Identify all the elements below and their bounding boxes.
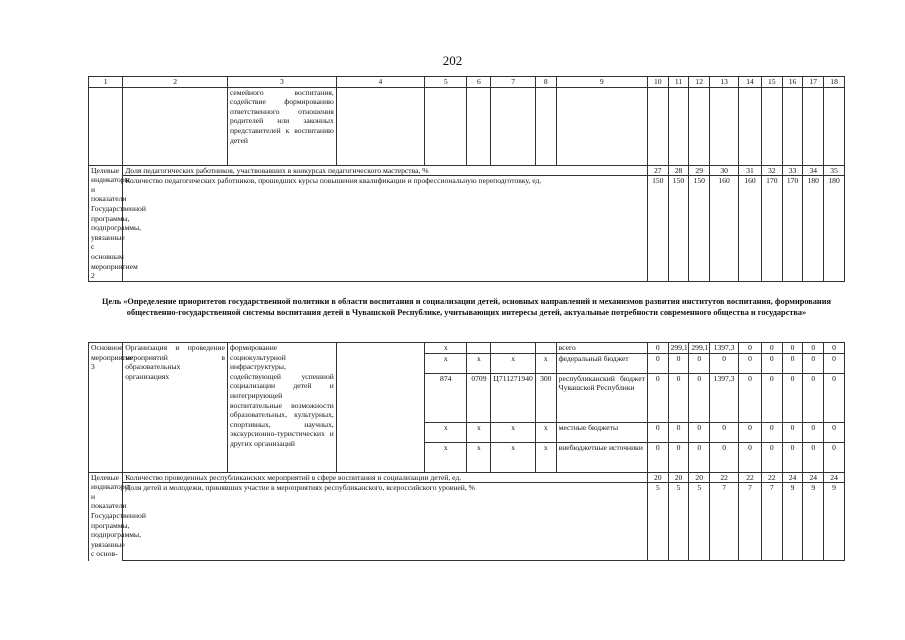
indicator-value: 24: [782, 472, 803, 483]
column-number-header: 12: [689, 77, 710, 88]
activity-result: формирование социокультурной инфраструктуры, содействующей успешной социализации детей и интегрирующей воспитательные возможности образовательных, культурных, спортивных, научных, экскурсионно-туристических и других организаций: [227, 343, 336, 473]
code-cell: x: [491, 422, 536, 442]
indicator-value: 33: [782, 165, 803, 176]
indicator-label: Целевые индикаторы и показатели Государственной программы, подпрограммы, увязанные с основ-: [89, 472, 123, 561]
page-number: 202: [442, 53, 463, 68]
indicator-value: 170: [782, 176, 803, 281]
source-cell: местные бюджеты: [556, 422, 647, 442]
amount-cell: 0: [689, 353, 710, 373]
indicator-value: 7: [761, 483, 782, 561]
code-cell: x: [491, 353, 536, 373]
amount-cell: 0: [824, 353, 845, 373]
indicator-value: 22: [761, 472, 782, 483]
amount-cell: 0: [739, 442, 762, 472]
activity-description: Организация и проведение мероприятий в образовательных организациях: [123, 343, 228, 473]
column-number-header: 1: [89, 77, 123, 88]
amount-cell: 0: [647, 343, 668, 354]
indicator-value: 20: [668, 472, 689, 483]
amount-cell: 0: [668, 422, 689, 442]
column-number-header: 13: [710, 77, 739, 88]
code-cell: x: [467, 422, 491, 442]
code-cell: x: [535, 442, 556, 472]
indicator-value: 20: [647, 472, 668, 483]
code-cell: x: [467, 353, 491, 373]
column-number-header: 6: [467, 77, 491, 88]
indicator-value: 32: [761, 165, 782, 176]
indicator-value: 7: [710, 483, 739, 561]
amount-cell: 0: [803, 422, 824, 442]
amount-cell: 0: [668, 442, 689, 472]
indicator-value: 31: [739, 165, 762, 176]
indicator-value: 34: [803, 165, 824, 176]
indicator-value: 29: [689, 165, 710, 176]
code-cell: 874: [424, 373, 467, 422]
source-cell: внебюджетные источники: [556, 442, 647, 472]
amount-cell: 0: [782, 422, 803, 442]
indicator-row: [89, 176, 845, 281]
column-number-header: 8: [535, 77, 556, 88]
code-cell: [491, 343, 536, 354]
amount-cell: 299,1: [689, 343, 710, 354]
indicator-value: 24: [803, 472, 824, 483]
goal-heading: Цель «Определение приоритетов государственной политики в области воспитания и социализации детей, основных направлений и механизмов развития институтов воспитания, формирования общественно-государственной системы воспитания детей в Чувашской Республике, учитывающих интересы детей, актуальные потребности современного общества и государства»: [102, 297, 831, 318]
column-number-header: 2: [123, 77, 228, 88]
amount-cell: 0: [761, 343, 782, 354]
financing-row: [89, 343, 845, 354]
amount-cell: 0: [739, 353, 762, 373]
code-cell: x: [535, 353, 556, 373]
amount-cell: 1397,3: [710, 373, 739, 422]
code-cell: x: [491, 442, 536, 472]
amount-cell: 0: [710, 442, 739, 472]
amount-cell: 0: [689, 373, 710, 422]
column-number-header: 11: [668, 77, 689, 88]
amount-cell: 0: [803, 442, 824, 472]
activity-name: Основное мероприятие 3: [89, 343, 123, 473]
amount-cell: 0: [824, 373, 845, 422]
indicator-label: Целевые индикаторы и показатели Государственной программы, подпрограммы, увязанные с основным мероприятием 2: [89, 165, 123, 281]
indicator-value: 27: [647, 165, 668, 176]
indicator-value: 20: [689, 472, 710, 483]
column-number-header: 3: [227, 77, 336, 88]
amount-cell: 0: [782, 343, 803, 354]
indicator-value: 35: [824, 165, 845, 176]
column-number-header: 5: [424, 77, 467, 88]
indicator-value: 150: [689, 176, 710, 281]
amount-cell: 0: [803, 373, 824, 422]
indicator-text: Количество педагогических работников, прошедших курсы повышения квалификации и профессиональную переподготовку, ед.: [123, 176, 648, 281]
indicator-value: 150: [647, 176, 668, 281]
indicator-value: 150: [668, 176, 689, 281]
indicator-value: 160: [739, 176, 762, 281]
indicator-value: 22: [739, 472, 762, 483]
indicator-text: Доля детей и молодежи, принявших участие в мероприятиях республиканского, всероссийского уровней, %: [123, 483, 648, 561]
indicator-value: 160: [710, 176, 739, 281]
amount-cell: 0: [689, 442, 710, 472]
amount-cell: 0: [761, 422, 782, 442]
continuation-text: семейного воспитания, содействие формированию ответственного отношения родителей или законных представителей к воспитанию детей: [227, 87, 336, 165]
source-cell: республиканский бюджет Чувашской Республики: [556, 373, 647, 422]
amount-cell: 0: [739, 343, 762, 354]
amount-cell: 0: [761, 373, 782, 422]
column-number-header: 10: [647, 77, 668, 88]
indicator-value: 5: [647, 483, 668, 561]
code-cell: x: [424, 353, 467, 373]
amount-cell: 0: [689, 422, 710, 442]
budget-table-top: [88, 76, 845, 282]
amount-cell: 0: [761, 353, 782, 373]
column-number-header: 4: [336, 77, 424, 88]
amount-cell: 0: [824, 442, 845, 472]
column-number-header: 17: [803, 77, 824, 88]
indicator-value: 9: [782, 483, 803, 561]
code-cell: x: [467, 442, 491, 472]
indicator-value: 9: [803, 483, 824, 561]
amount-cell: 0: [803, 343, 824, 354]
source-cell: всего: [556, 343, 647, 354]
indicator-text: Количество проведенных республиканских мероприятий в сфере воспитания и социализации детей, ед.: [123, 472, 648, 483]
code-cell: Ц711271940: [491, 373, 536, 422]
continuation-row: [89, 87, 845, 165]
indicator-value: 9: [824, 483, 845, 561]
amount-cell: 0: [647, 442, 668, 472]
column-number-header: 15: [761, 77, 782, 88]
indicator-value: 28: [668, 165, 689, 176]
column-number-header: 16: [782, 77, 803, 88]
amount-cell: 0: [647, 422, 668, 442]
indicator-value: 24: [824, 472, 845, 483]
amount-cell: 0: [824, 422, 845, 442]
code-cell: x: [535, 422, 556, 442]
amount-cell: 299,1: [668, 343, 689, 354]
amount-cell: 0: [668, 373, 689, 422]
amount-cell: 0: [739, 373, 762, 422]
amount-cell: 0: [647, 353, 668, 373]
amount-cell: 0: [647, 373, 668, 422]
amount-cell: 0: [761, 442, 782, 472]
amount-cell: 0: [739, 422, 762, 442]
amount-cell: 1397,3: [710, 343, 739, 354]
indicator-value: 180: [803, 176, 824, 281]
code-cell: x: [424, 442, 467, 472]
indicator-value: 7: [739, 483, 762, 561]
amount-cell: 0: [782, 373, 803, 422]
indicator-row: [89, 165, 845, 176]
column-number-header: 7: [491, 77, 536, 88]
indicator-value: 22: [710, 472, 739, 483]
indicator-value: 5: [689, 483, 710, 561]
code-cell: [535, 343, 556, 354]
amount-cell: 0: [824, 343, 845, 354]
column-number-header: 18: [824, 77, 845, 88]
column-header-row: [89, 77, 845, 88]
code-cell: 0709: [467, 373, 491, 422]
column-number-header: 14: [739, 77, 762, 88]
amount-cell: 0: [710, 422, 739, 442]
code-cell: x: [424, 422, 467, 442]
column-number-header: 9: [556, 77, 647, 88]
indicator-row: [89, 472, 845, 483]
amount-cell: 0: [782, 353, 803, 373]
indicator-value: 180: [824, 176, 845, 281]
amount-cell: 0: [668, 353, 689, 373]
source-cell: федеральный бюджет: [556, 353, 647, 373]
code-cell: x: [424, 343, 467, 354]
amount-cell: 0: [803, 353, 824, 373]
indicator-row: [89, 483, 845, 561]
code-cell: [467, 343, 491, 354]
budget-table-bottom: [88, 342, 845, 561]
amount-cell: 0: [710, 353, 739, 373]
indicator-value: 5: [668, 483, 689, 561]
amount-cell: 0: [782, 442, 803, 472]
code-cell: 300: [535, 373, 556, 422]
indicator-value: 30: [710, 165, 739, 176]
indicator-value: 170: [761, 176, 782, 281]
indicator-text: Доля педагогических работников, участвовавших в конкурсах педагогического мастерства, %: [123, 165, 648, 176]
